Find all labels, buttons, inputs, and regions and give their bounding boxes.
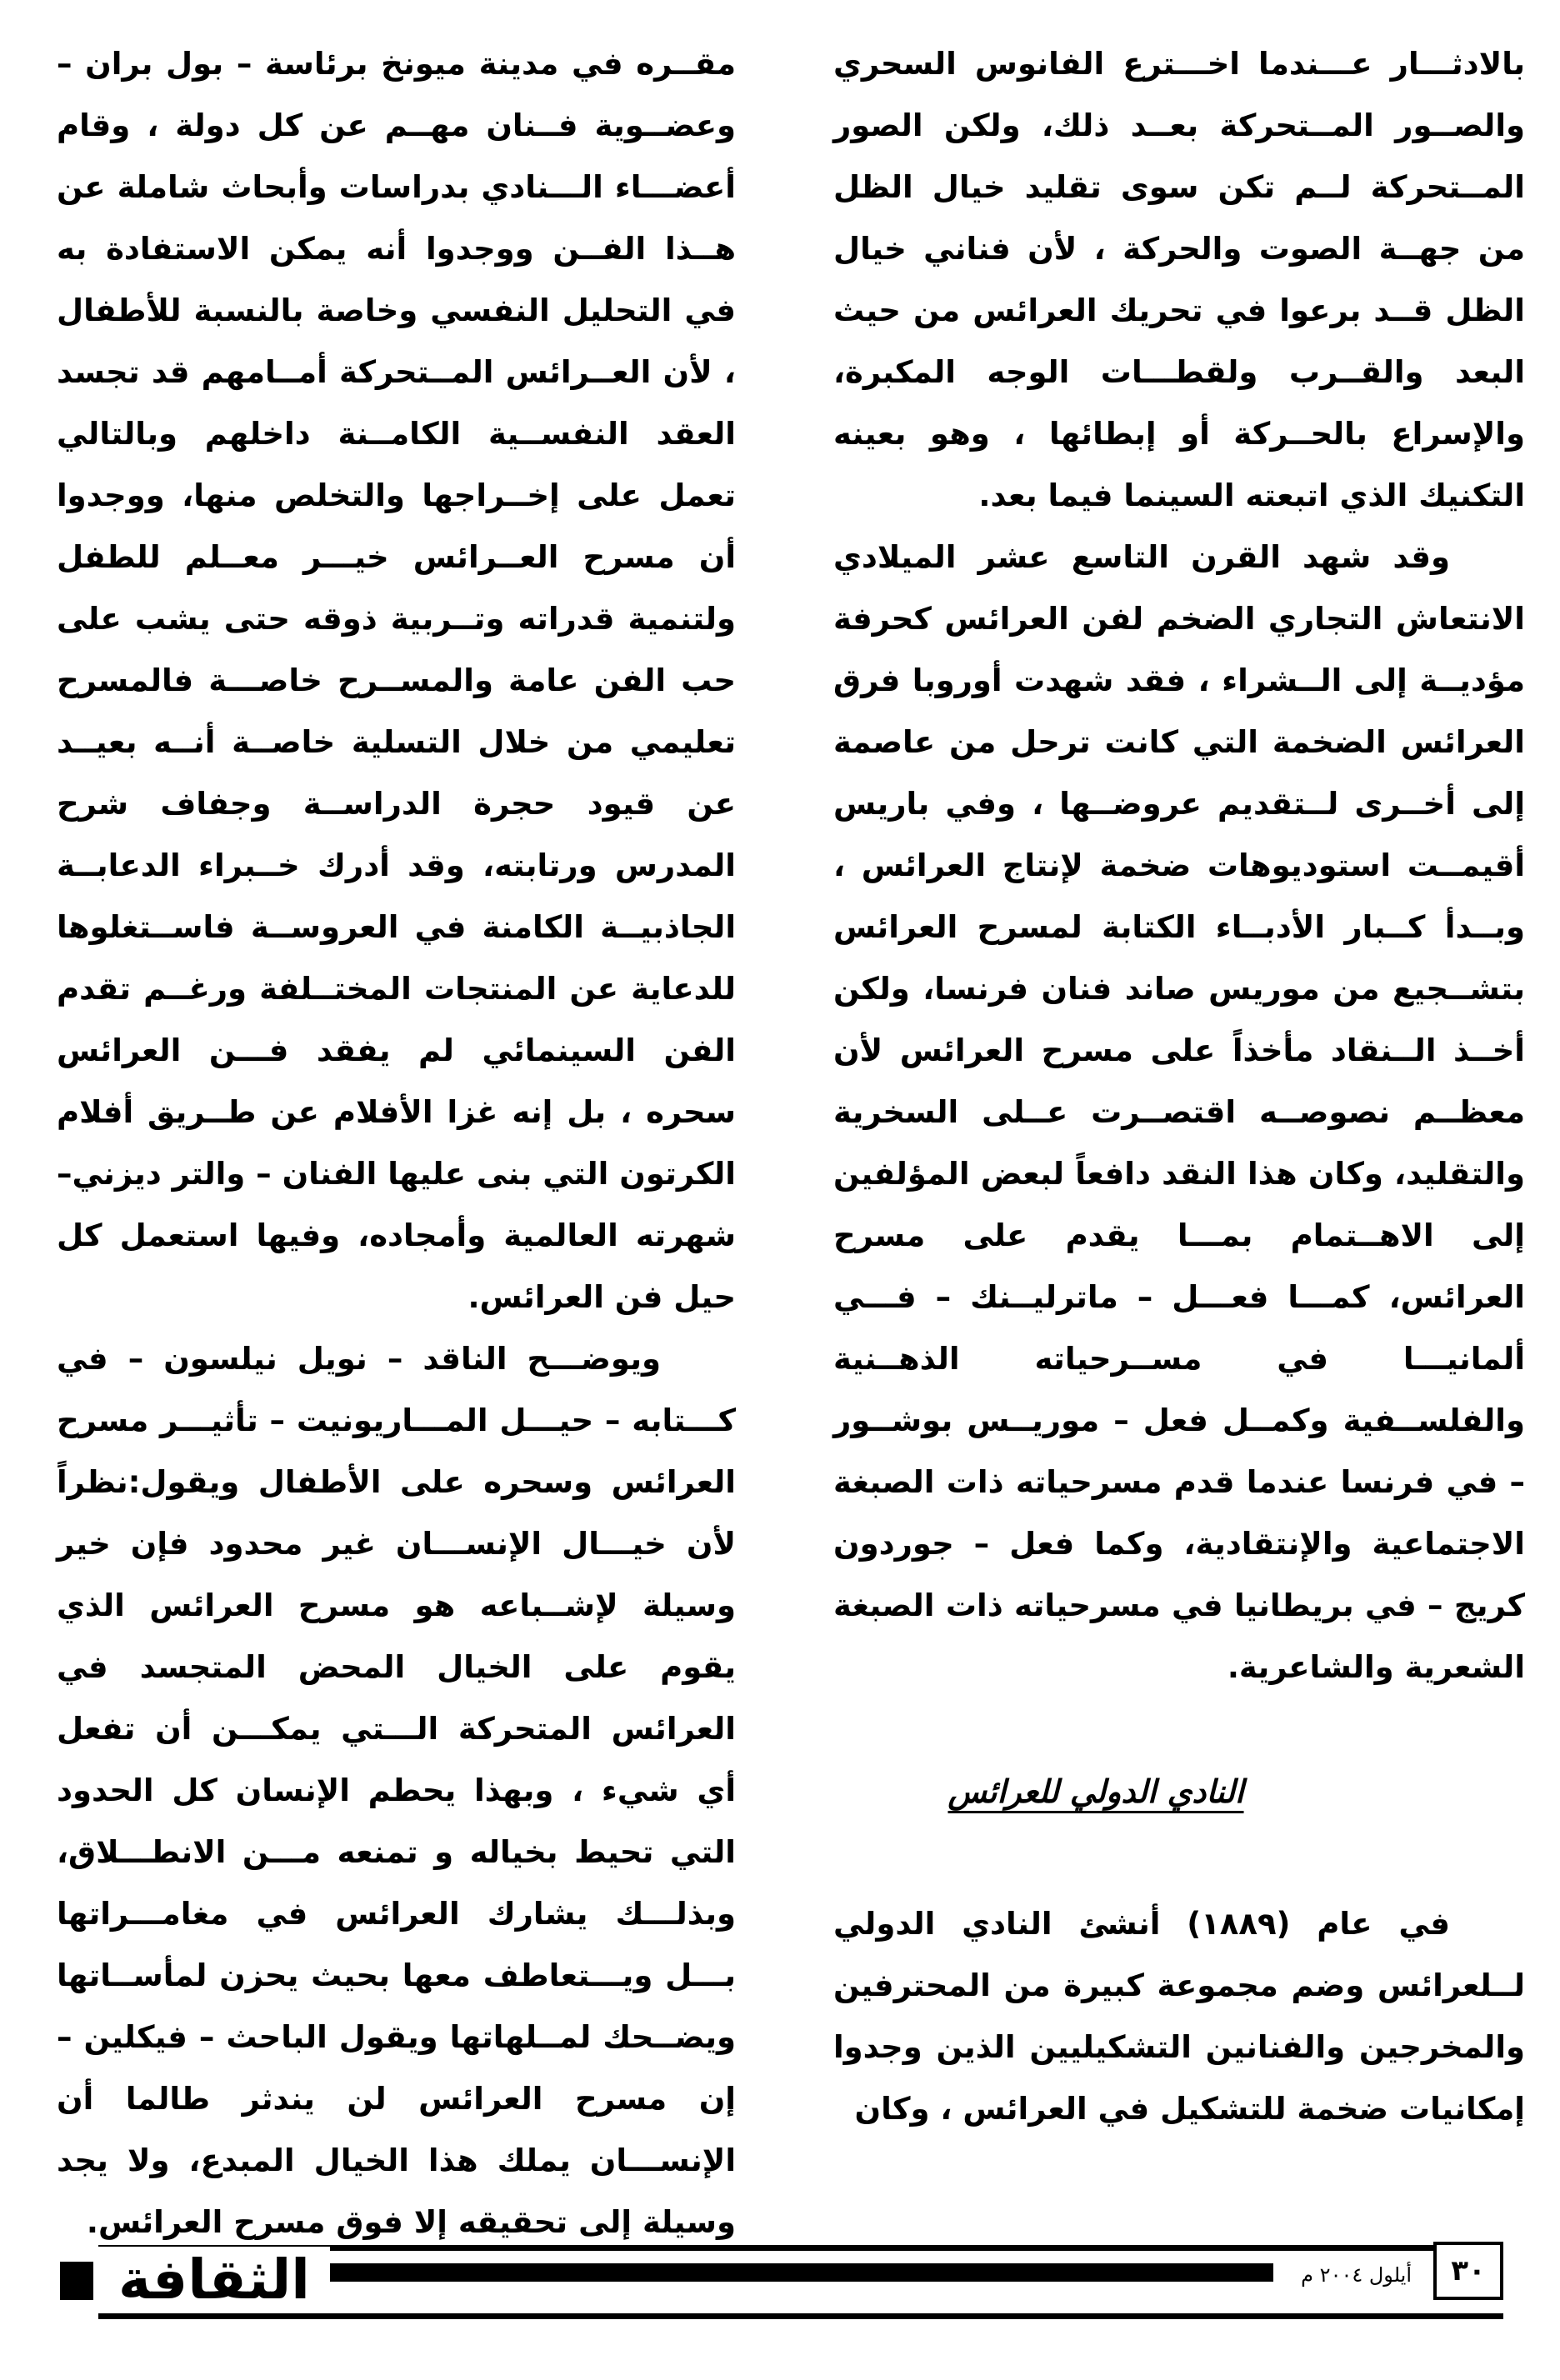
page-number: ٣٠	[1433, 2242, 1503, 2300]
left-column	[57, 33, 736, 2253]
right-paragraph-1: بالادثـــار عـــندما اخـــترع الفانوس السحري والصــور المــتحركة بعــد ذلك، ولكن الصور المــتحركة لــم تكن سوى تقليد خيال الظل من جهــة الصوت والحركة ، لأن فناني خيال الظل قــد برعوا في تحريك العرائس من حيث البعد والقــرب ولقطـــات الوجه المكبرة، والإسراع بالحــركة أو إبطائها ، وهو بعينه التكنيك الذي اتبعته السينما فيما بعد.	[833, 46, 1525, 513]
footer-bottom-rule	[98, 2313, 1503, 2319]
right-column	[833, 33, 1525, 2140]
page-footer	[98, 2250, 1503, 2310]
magazine-logo: الثقافة	[98, 2247, 330, 2313]
spacer	[833, 1825, 1525, 1893]
issue-date: أيلول ٢٠٠٤ م	[1289, 2258, 1423, 2292]
left-paragraph-1: مقــره في مدينة ميونخ برئاسة – بول بران – وعضــوية فــنان مهــم عن كل دولة ، وقام أعضـــاء الـــنادي بدراسات وأبحاث شاملة عن هــذا الفــن ووجدوا أنه يمكن الاستفادة به في التحليل النفسي وخاصة بالنسبة للأطفال ، لأن العــرائس المــتحركة أمــامهم قد تجسد العقد النفســية الكامــنة داخلهم وبالتالي تعمل على إخــراجها والتخلص منها، ووجدوا أن مسرح العــرائس خيـــر معــلم للطفل ولتنمية قدراته وتــربية ذوقه حتى يشب على حب الفن عامة والمســرح خاصـــة فالمسرح تعليمي من خلال التسلية خاصــة أنــه بعيــد عن قيود حجرة الدراســة وجفاف شرح المدرس ورتابته، وقد أدرك خــبراء الدعابــة الجاذبيــة الكامنة في العروســة فاســتغلوها للدعاية عن المنتجات المختــلفة ورغــم تقدم الفن السينمائي لم يفقد فـــن العرائس سحره ، بل إنه غزا الأفلام عن طــريق أفلام الكرتون التي بنى عليها الفنان – والتر ديزني– شهرته العالمية وأمجاده، وفيها استعمل كل حيل فن العرائس.	[57, 46, 736, 1315]
logo-block-icon	[60, 2262, 93, 2300]
section-heading: النادي الدولي للعرائس	[948, 1772, 1244, 1810]
section-paragraph: في عام (١٨٨٩) أنشئ النادي الدولي لــلعرائس وضم مجموعة كبيرة من المحترفين والمخرجين والفنانين التشكيليين الذين وجدوا إمكانيات ضخمة للتشكيل في العرائس ، وكان	[833, 1906, 1525, 2127]
left-paragraph-2: ويوضـــح الناقد – نويل نيلسون – في كـــتابه – حيـــل المـــاريونيت – تأثيـــر مسرح العرائس وسحره على الأطفال ويقول:نظراً لأن خيـــال الإنســـان غير محدود فإن خير وسيلة لإشــباعه هو مسرح العرائس الذي يقوم على الخيال المحض المتجسد في العرائس المتحركة الـــتي يمكـــن أن تفعل أي شيء ، وبهذا يحطم الإنسان كل الحدود التي تحيط بخياله و تمنعه مـــن الانطـــلاق، وبذلـــك يشارك العرائس في مغامـــراتها بـــل ويـــتعاطف معها بحيث يحزن لمأســاتها ويضــحك لمــلهاتها ويقول الباحث – فيكلين – إن مسرح العرائس لن يندثر طالما أن الإنســـان يملك هذا الخيال المبدع، ولا يجد وسيلة إلى تحقيقه إلا فوق مسرح العرائس.	[57, 1341, 736, 2240]
right-paragraph-2: وقد شهد القرن التاسع عشر الميلادي الانتعاش التجاري الضخم لفن العرائس كحرفة مؤديــة إلى الــشراء ، فقد شهدت أوروبا فرق العرائس الضخمة التي كانت ترحل من عاصمة إلى أخــرى لــتقديم عروضــها ، وفي باريس أقيمــت استوديوهات ضخمة لإنتاج العرائس ، وبــدأ كــبار الأدبــاء الكتابة لمسرح العرائس بتشــجيع من موريس صاند فنان فرنسا، ولكن أخــذ الــنقاد مأخذاً على مسرح العرائس لأن معظــم نصوصــه اقتصــرت عــلى السخرية والتقليد، وكان هذا النقد دافعاً لبعض المؤلفين إلى الاهــتمام بمـــا يقدم على مسرح العرائس، كمـــا فعـــل – ماترليــنك – فـــي ألمانيـــا في مســرحياته الذهــنية والفلســفية وكمــل فعل – موريــس بوشــور – في فرنسا عندما قدم مسرحياته ذات الصبغة الاجتماعية والإنتقادية، وكما فعل – جوردون كريج – في بريطانيا في مسرحياته ذات الصبغة الشعرية والشاعرية.	[833, 539, 1525, 1685]
